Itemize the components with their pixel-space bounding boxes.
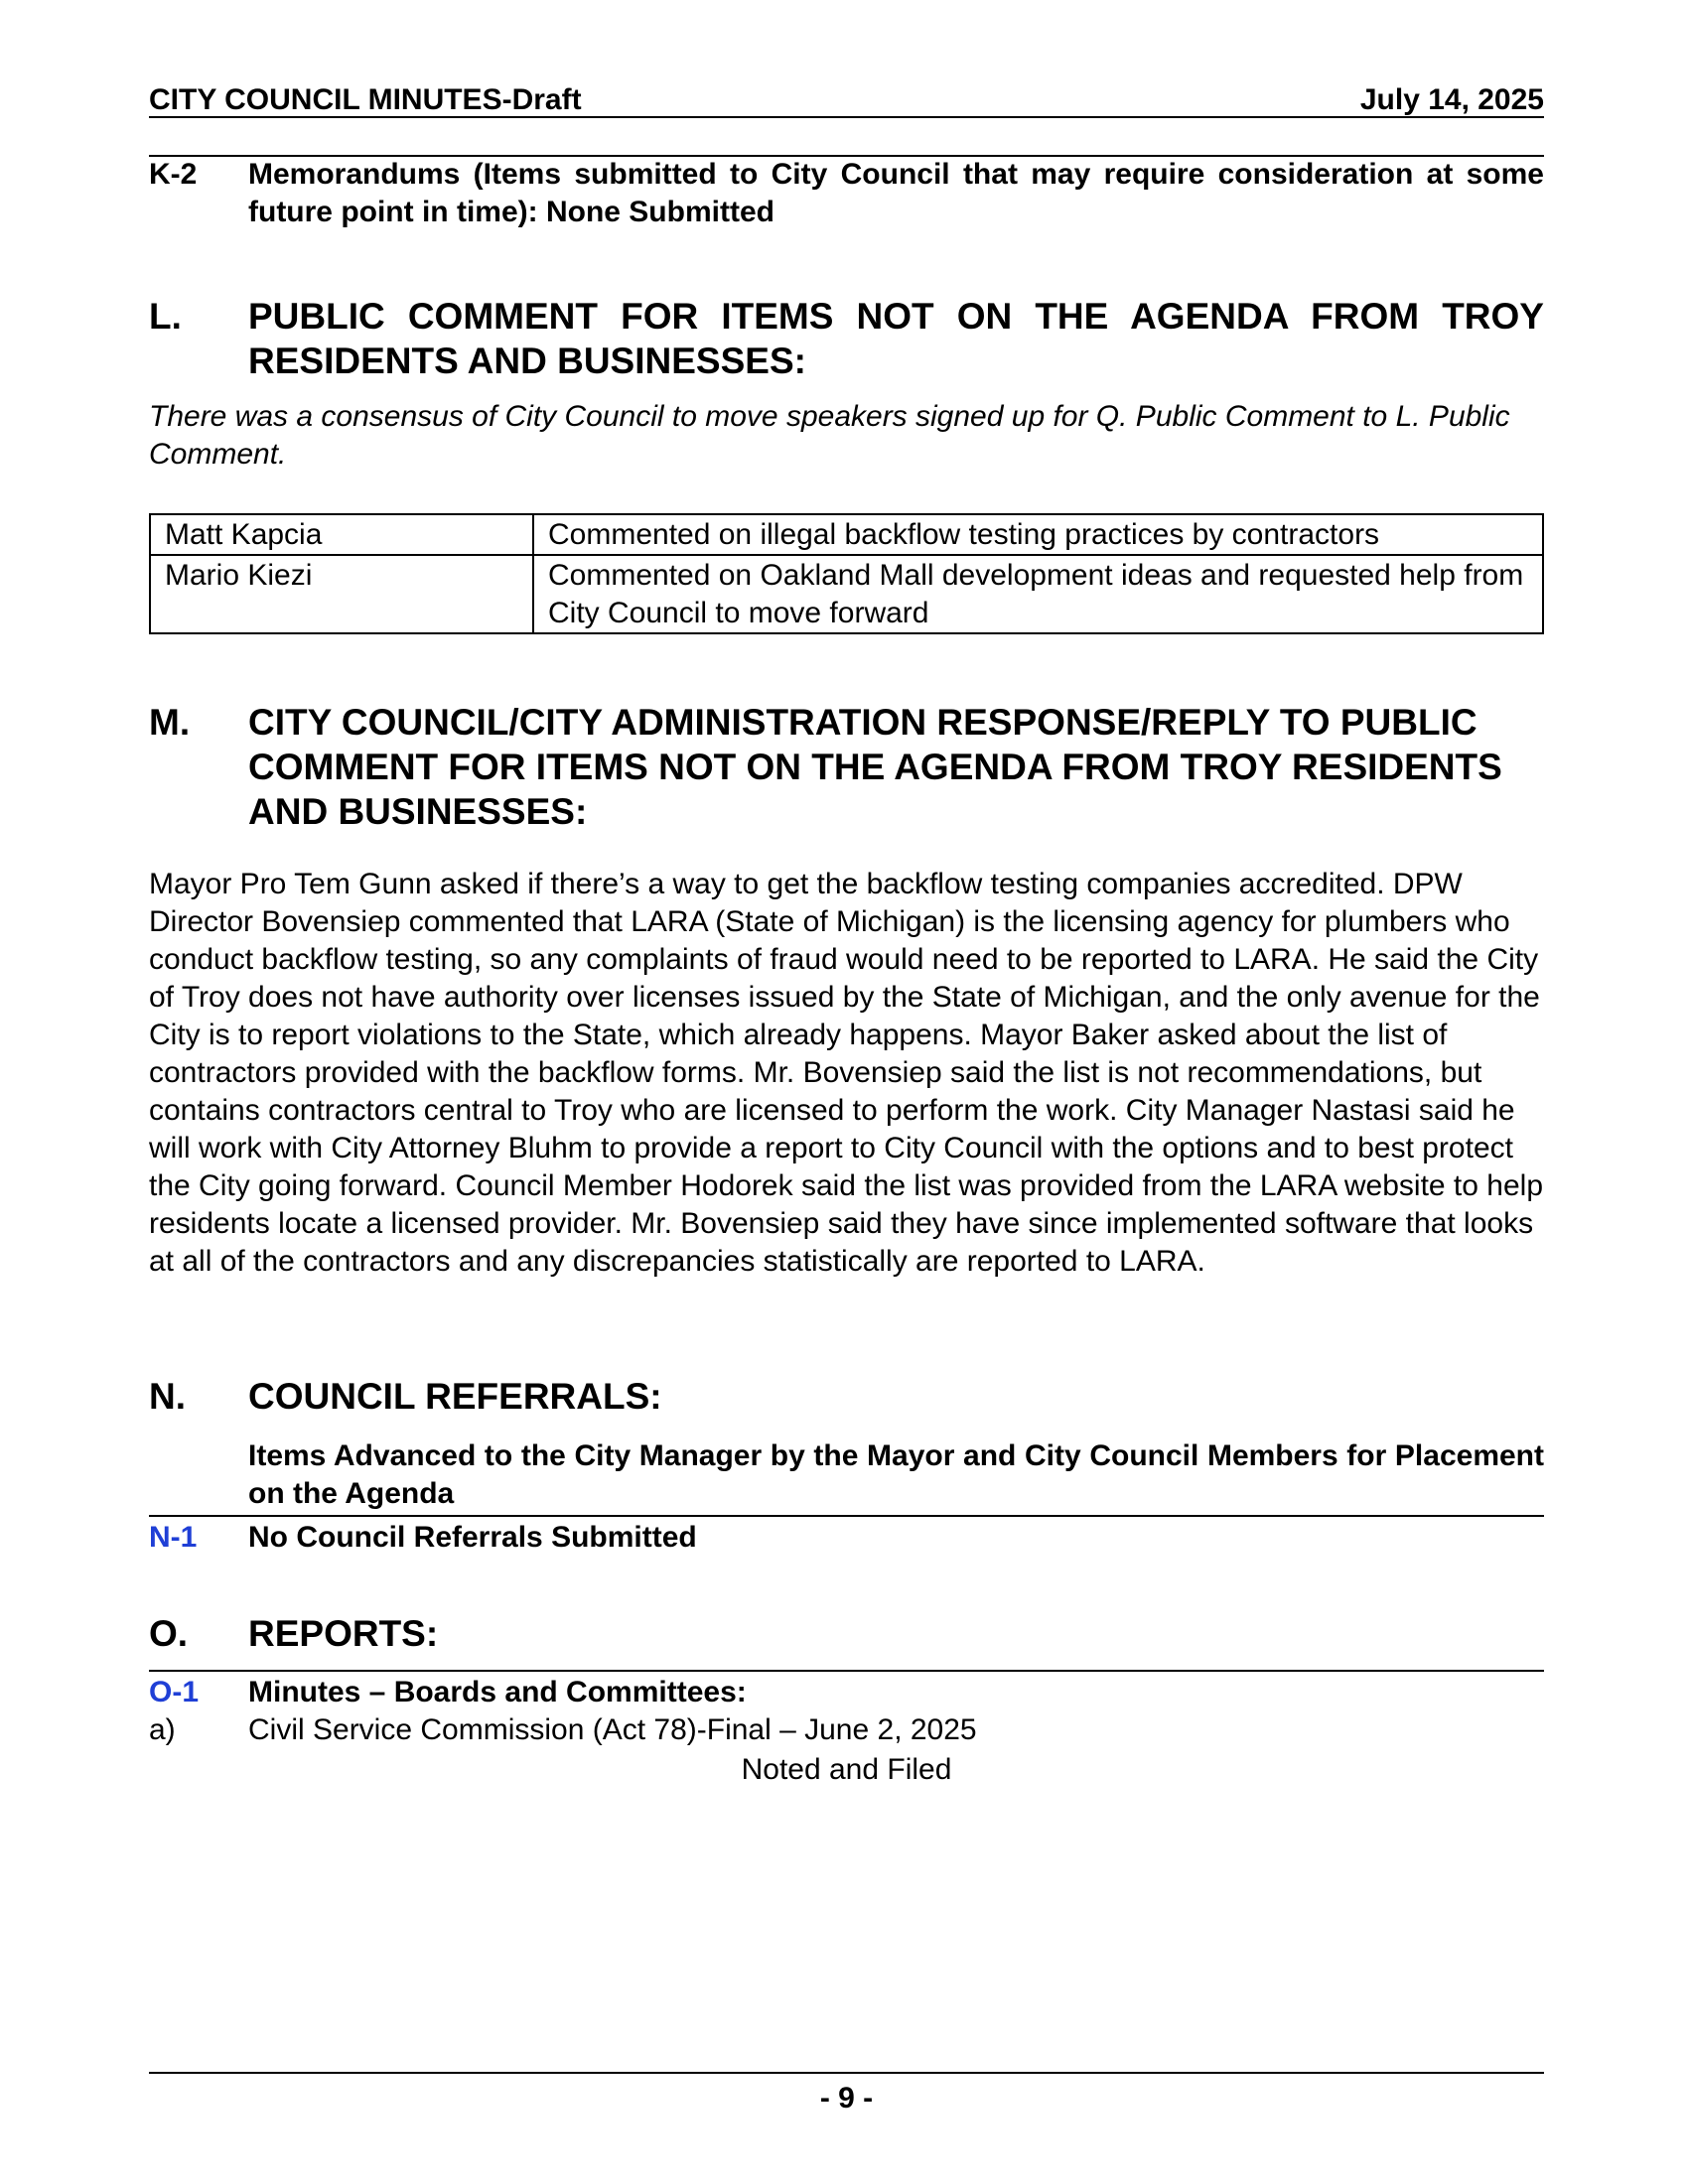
section-n-title: COUNCIL REFERRALS: — [248, 1376, 662, 1417]
speaker-name: Mario Kiezi — [150, 555, 533, 633]
section-m-body: Mayor Pro Tem Gunn asked if there’s a way to get the backflow testing companies accredited. DPW Director Bovensiep commented that LARA (State of Michigan) is the licensing agency for plumbers who conduct backflow testing, so any complaints of fraud would need to be reported to LARA. He said the City of Troy does not have authority over licenses issued by the State of Michigan, and the only avenue for the City is to report violations to the State, which already happens. Mayor Baker asked about the list of contractors provided with the backflow forms. Mr. Bovensiep said the list is not recommendations, but contains contractors central to Troy who are licensed to perform the work. City Manager Nastasi said he will work with City Attorney Bluhm to provide a report to City Council with the options and to best protect the City going forward. Council Member Hodorek said the list was provided from the LARA website to help residents locate a licensed provider. Mr. Bovensiep said they have since implemented software that looks at all of the contractors and any discrepancies statistically are reported to LARA. — [149, 868, 1544, 1278]
section-o-title: REPORTS: — [248, 1613, 439, 1654]
table-row — [150, 555, 1543, 633]
speaker-name: Matt Kapcia — [150, 514, 533, 555]
o1-item-text: Minutes – Boards and Committees: — [248, 1676, 747, 1708]
item-number-o1: O-1 — [149, 1676, 200, 1708]
k2-memorandums-text: Memorandums (Items submitted to City Council that may require consideration at some future point in time): None Submitted — [248, 158, 1544, 228]
sub-item-text: Civil Service Commission (Act 78)-Final – June 2, 2025 — [248, 1713, 977, 1746]
section-n-subtitle: Items Advanced to the City Manager by the Mayor and City Council Members for Placement on the Agenda — [248, 1439, 1544, 1510]
sub-item-letter: a) — [149, 1713, 176, 1746]
section-letter-m: M. — [149, 702, 191, 743]
section-l-note: There was a consensus of City Council to move speakers signed up for Q. Public Comment to L. Public Comment. — [149, 400, 1510, 471]
section-letter-o: O. — [149, 1613, 189, 1654]
item-number-k2: K-2 — [149, 158, 198, 191]
minutes-page — [149, 0, 1544, 2184]
section-letter-n: N. — [149, 1376, 186, 1417]
section-m-title: CITY COUNCIL/CITY ADMINISTRATION RESPONSE/REPLY TO PUBLIC COMMENT FOR ITEMS NOT ON THE AGENDA FROM TROY RESIDENTS AND BUSINESSES: — [248, 702, 1502, 832]
section-divider — [149, 1670, 1544, 1672]
section-letter-l: L. — [149, 296, 182, 337]
speaker-comment: Commented on illegal backflow testing practices by contractors — [533, 514, 1543, 555]
header-rule — [149, 116, 1544, 118]
public-comment-table — [149, 513, 1544, 634]
section-divider — [149, 1515, 1544, 1517]
document-title: CITY COUNCIL MINUTES-Draft — [149, 83, 582, 116]
meeting-date: July 14, 2025 — [1359, 83, 1544, 116]
n1-item-text: No Council Referrals Submitted — [248, 1521, 697, 1554]
speaker-comment: Commented on Oakland Mall development ideas and requested help from City Council to move forward — [533, 555, 1543, 633]
disposition-text: Noted and Filed — [741, 1753, 952, 1786]
footer-rule — [149, 2072, 1544, 2074]
table-row — [150, 514, 1543, 555]
running-header — [149, 83, 1544, 117]
item-number-n1: N-1 — [149, 1521, 198, 1554]
section-l-title: PUBLIC COMMENT FOR ITEMS NOT ON THE AGENDA FROM TROY RESIDENTS AND BUSINESSES: — [248, 296, 1544, 381]
page-number: - 9 - — [819, 2082, 874, 2115]
